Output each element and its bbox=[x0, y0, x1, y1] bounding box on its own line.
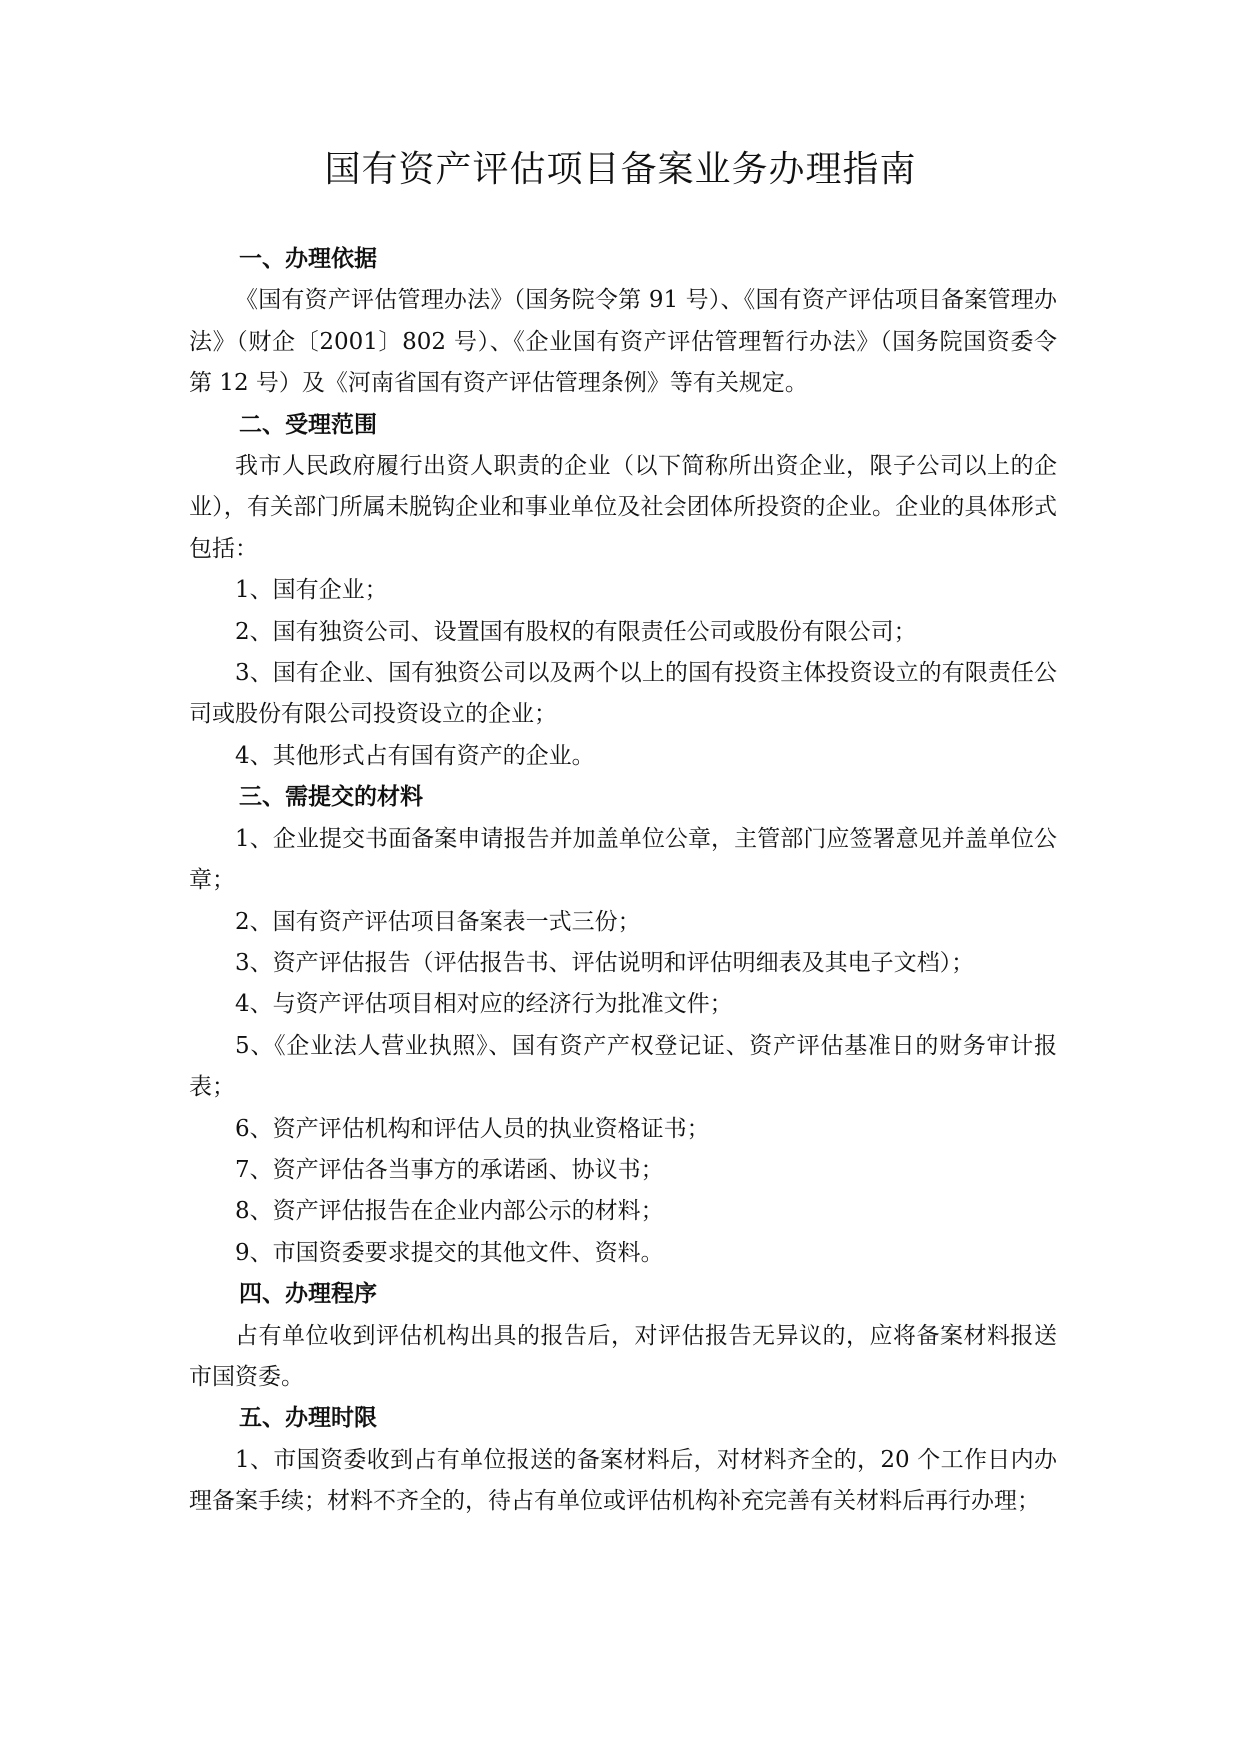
list-item: 7、资产评估各当事方的承诺函、协议书； bbox=[235, 1156, 664, 1183]
list-item: 2、国有资产评估项目备案表一式三份； bbox=[235, 908, 641, 935]
list-item: 2、国有独资公司、设置国有股权的有限责任公司或股份有限公司； bbox=[235, 618, 917, 645]
list-item: 3、国有企业、国有独资公司以及两个以上的国有投资主体投资设立的有限责任公司或股份有限公司投资设立的企业； bbox=[189, 660, 1057, 728]
list-item: 9、市国资委要求提交的其他文件、资料。 bbox=[235, 1239, 664, 1266]
list-item: 5、《企业法人营业执照》、国有资产产权登记证、资产评估基准日的财务审计报表； bbox=[189, 1032, 1057, 1101]
section-heading-procedure: 四、办理程序 bbox=[239, 1281, 377, 1308]
list-item: 1、市国资委收到占有单位报送的备案材料后，对材料齐全的，20 个工作日内办理备案手续；材料不齐全的，待占有单位或评估机构补充完善有关材料后再行办理； bbox=[189, 1446, 1057, 1515]
list-item: 1、国有企业； bbox=[235, 577, 388, 604]
list-item: 3、资产评估报告（评估报告书、评估说明和评估明细表及其电子文档）； bbox=[235, 949, 975, 976]
paragraph: 我市人民政府履行出资人职责的企业（以下简称所出资企业，限子公司以上的企业），有关部门所属未脱钩企业和事业单位及社会团体所投资的企业。企业的具体形式包括： bbox=[189, 453, 1057, 562]
section-heading-scope: 二、受理范围 bbox=[239, 411, 377, 438]
section-heading-time-limit: 五、办理时限 bbox=[239, 1405, 377, 1432]
section-heading-basis: 一、办理依据 bbox=[239, 246, 377, 272]
document-title: 国有资产评估项目备案业务办理指南 bbox=[324, 149, 917, 190]
list-item: 4、其他形式占有国有资产的企业。 bbox=[235, 742, 595, 769]
list-item: 4、与资产评估项目相对应的经济行为批准文件； bbox=[235, 991, 733, 1018]
list-item: 6、资产评估机构和评估人员的执业资格证书； bbox=[235, 1115, 710, 1142]
section-heading-materials: 三、需提交的材料 bbox=[239, 784, 423, 811]
list-item: 8、资产评估报告在企业内部公示的材料； bbox=[235, 1198, 664, 1225]
document-body bbox=[189, 239, 1057, 1523]
list-item: 1、企业提交书面备案申请报告并加盖单位公章，主管部门应签署意见并盖单位公章； bbox=[189, 825, 1057, 894]
paragraph: 《国有资产评估管理办法》（国务院令第 91 号）、《国有资产评估项目备案管理办法》（财企〔2001〕802 号）、《企业国有资产评估管理暂行办法》（国务院国资委令第 12 号）及《河南省国有资产评估管理条例》等有关规定。 bbox=[189, 287, 1057, 397]
paragraph: 占有单位收到评估机构出具的报告后，对评估报告无异议的，应将备案材料报送市国资委。 bbox=[189, 1322, 1057, 1390]
